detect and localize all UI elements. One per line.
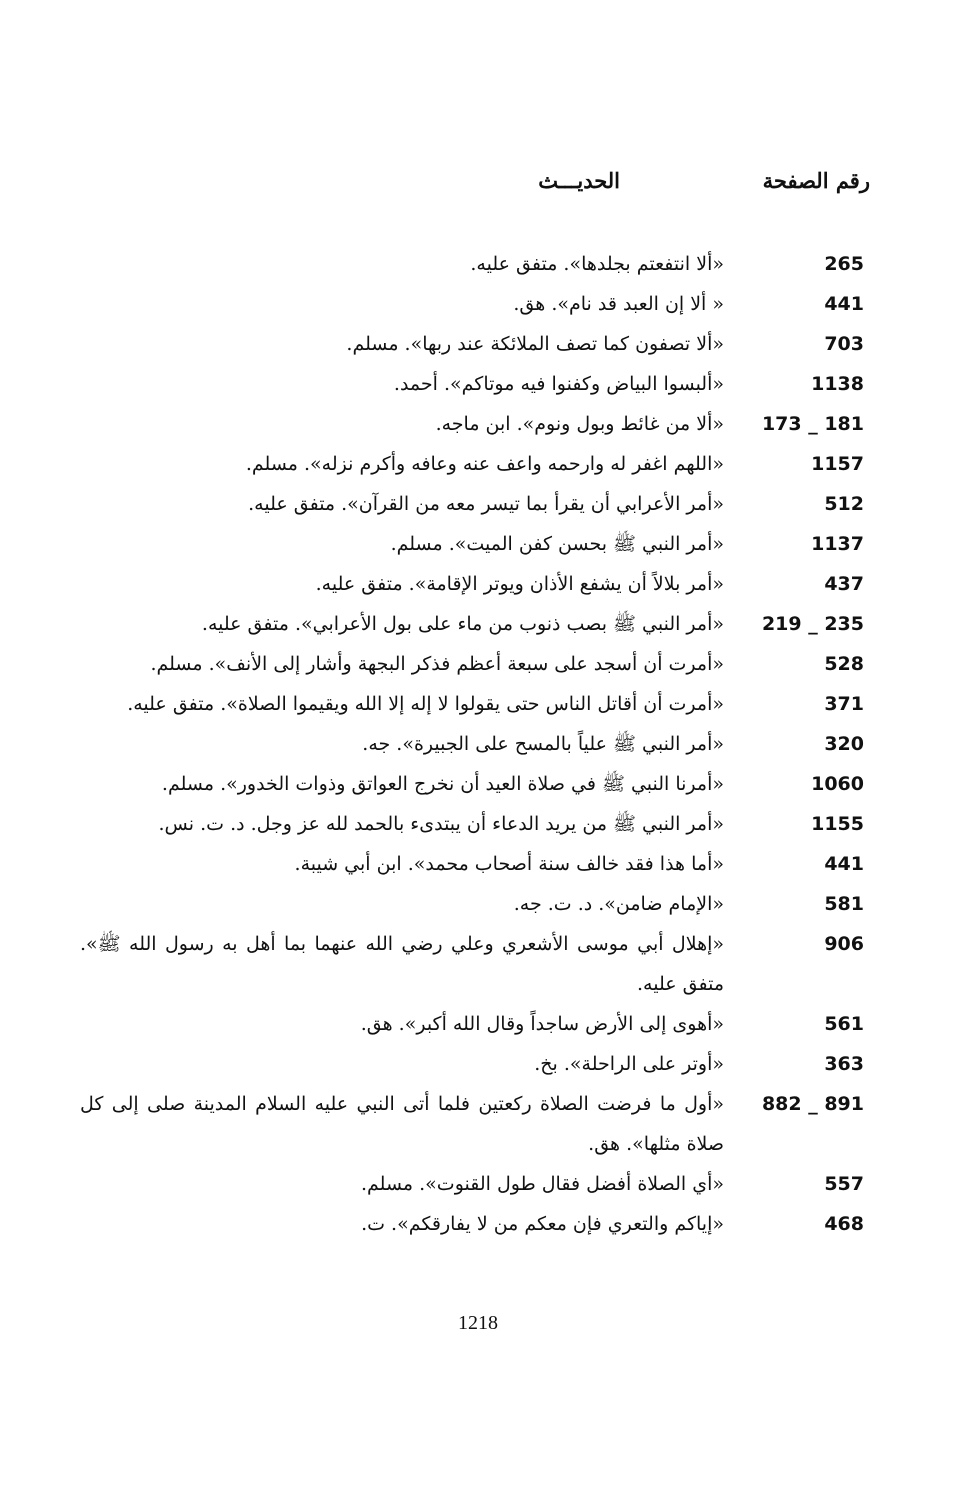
hadith-column-header: الحديـــث bbox=[538, 168, 620, 193]
page-reference: 906 bbox=[824, 933, 864, 955]
page-reference: 441 bbox=[824, 853, 864, 875]
hadith-text: «أوتر على الراحلة». بخ. bbox=[534, 1053, 724, 1075]
page-column-header: رقم الصفحة bbox=[762, 168, 870, 193]
hadith-text: «أمرت أن أقاتل الناس حتى يقولوا لا إله إلا الله ويقيموا الصلاة». متفق عليه. bbox=[127, 693, 724, 715]
hadith-text: «ألا من غائط وبول ونوم». ابن ماجه. bbox=[435, 413, 724, 435]
page-reference: 1157 bbox=[811, 453, 864, 475]
hadith-entry bbox=[80, 1204, 870, 1244]
hadith-text: «أمر الأعرابي أن يقرأ بما تيسر معه من القرآن». متفق عليه. bbox=[248, 493, 724, 515]
hadith-text: «إياكم والتعري فإن معكم من لا يفارقكم». ت. bbox=[361, 1213, 724, 1235]
page-reference: 557 bbox=[824, 1173, 864, 1195]
hadith-entry bbox=[80, 1084, 870, 1164]
page-reference: 441 bbox=[824, 293, 864, 315]
hadith-text: «أول ما فرضت الصلاة ركعتين فلما أتى النبي عليه السلام المدينة صلى إلى كل صلاة مثلها». هق. bbox=[80, 1093, 724, 1155]
page-reference: 1155 bbox=[811, 813, 864, 835]
hadith-entry bbox=[80, 364, 870, 404]
hadith-entry bbox=[80, 1004, 870, 1044]
hadith-entry bbox=[80, 324, 870, 364]
hadith-text: «أما هذا فقد خالف سنة أصحاب محمد». ابن أبي شيبة. bbox=[294, 853, 724, 875]
hadith-entry bbox=[80, 1044, 870, 1084]
hadith-text: «أمرت أن أسجد على سبعة أعظم فذكر البجهة وأشار إلى الأنف». مسلم. bbox=[150, 653, 724, 675]
hadith-text: «ألبسوا البياض وكفنوا فيه موتاكم». أحمد. bbox=[393, 373, 724, 395]
page-number: 1218 bbox=[458, 1312, 498, 1334]
hadith-text: «أمر النبي ﷺ من يريد الدعاء أن يبتدىء بالحمد لله عز وجل. د. ت. نس. bbox=[158, 813, 724, 835]
page-reference: 581 bbox=[824, 893, 864, 915]
hadith-text: «ألا تصفون كما تصف الملائكة عند ربها». مسلم. bbox=[346, 333, 724, 355]
page-reference: 561 bbox=[824, 1013, 864, 1035]
hadith-text: «ألا انتفعتم بجلدها». متفق عليه. bbox=[470, 253, 724, 275]
hadith-text: «أمر النبي ﷺ علياً بالمسح على الجبيرة». جه. bbox=[362, 733, 724, 755]
page-reference: 363 bbox=[824, 1053, 864, 1075]
hadith-entry bbox=[80, 644, 870, 684]
hadith-entry bbox=[80, 524, 870, 564]
hadith-entry bbox=[80, 604, 870, 644]
hadith-entry bbox=[80, 724, 870, 764]
page-reference: 882 _ 891 bbox=[761, 1093, 864, 1115]
hadith-text: «أمرنا النبي ﷺ في صلاة العيد أن نخرج العواتق وذوات الخدور». مسلم. bbox=[161, 773, 724, 795]
hadith-text: «اللهم اغفر له وارحمه واعف عنه وعافه وأكرم نزله». مسلم. bbox=[245, 453, 724, 475]
page-reference: 371 bbox=[824, 693, 864, 715]
page-reference: 1137 bbox=[811, 533, 864, 555]
page-reference: 219 _ 235 bbox=[761, 613, 864, 635]
hadith-text: «الإمام ضامن». د. ت. جه. bbox=[513, 893, 724, 915]
hadith-entry bbox=[80, 764, 870, 804]
hadith-entry bbox=[80, 924, 870, 1004]
hadith-index-list bbox=[80, 244, 870, 1244]
hadith-text: «إهلال أبي موسى الأشعري وعلي رضي الله عنهما بما أهل به رسول الله ﷺ». متفق عليه. bbox=[80, 933, 724, 995]
hadith-entry bbox=[80, 684, 870, 724]
hadith-text: « ألا إن العبد قد نام». هق. bbox=[513, 293, 724, 315]
page-reference: 320 bbox=[824, 733, 864, 755]
table-header bbox=[80, 168, 870, 198]
hadith-text: «أهوى إلى الأرض ساجداً وقال الله أكبر». هق. bbox=[360, 1013, 724, 1035]
page-reference: 265 bbox=[824, 253, 864, 275]
page-reference: 528 bbox=[824, 653, 864, 675]
hadith-entry bbox=[80, 1164, 870, 1204]
page-reference: 437 bbox=[824, 573, 864, 595]
hadith-entry bbox=[80, 404, 870, 444]
hadith-entry bbox=[80, 844, 870, 884]
hadith-text: «أمر النبي ﷺ بحسن كفن الميت». مسلم. bbox=[390, 533, 724, 555]
hadith-entry bbox=[80, 284, 870, 324]
hadith-entry bbox=[80, 484, 870, 524]
hadith-entry bbox=[80, 884, 870, 924]
hadith-entry bbox=[80, 444, 870, 484]
hadith-entry bbox=[80, 244, 870, 284]
page-reference: 1138 bbox=[811, 373, 864, 395]
page-reference: 173 _ 181 bbox=[761, 413, 864, 435]
page-reference: 703 bbox=[824, 333, 864, 355]
page-reference: 1060 bbox=[811, 773, 864, 795]
page-reference: 468 bbox=[824, 1213, 864, 1235]
hadith-text: «أمر النبي ﷺ بصب ذنوب من ماء على بول الأعرابي». متفق عليه. bbox=[201, 613, 724, 635]
page-reference: 512 bbox=[824, 493, 864, 515]
hadith-entry bbox=[80, 564, 870, 604]
hadith-text: «أمر بلالاً أن يشفع الأذان ويوتر الإقامة». متفق عليه. bbox=[315, 573, 724, 595]
hadith-entry bbox=[80, 804, 870, 844]
hadith-text: «أي الصلاة أفضل فقال طول القنوت». مسلم. bbox=[361, 1173, 724, 1195]
